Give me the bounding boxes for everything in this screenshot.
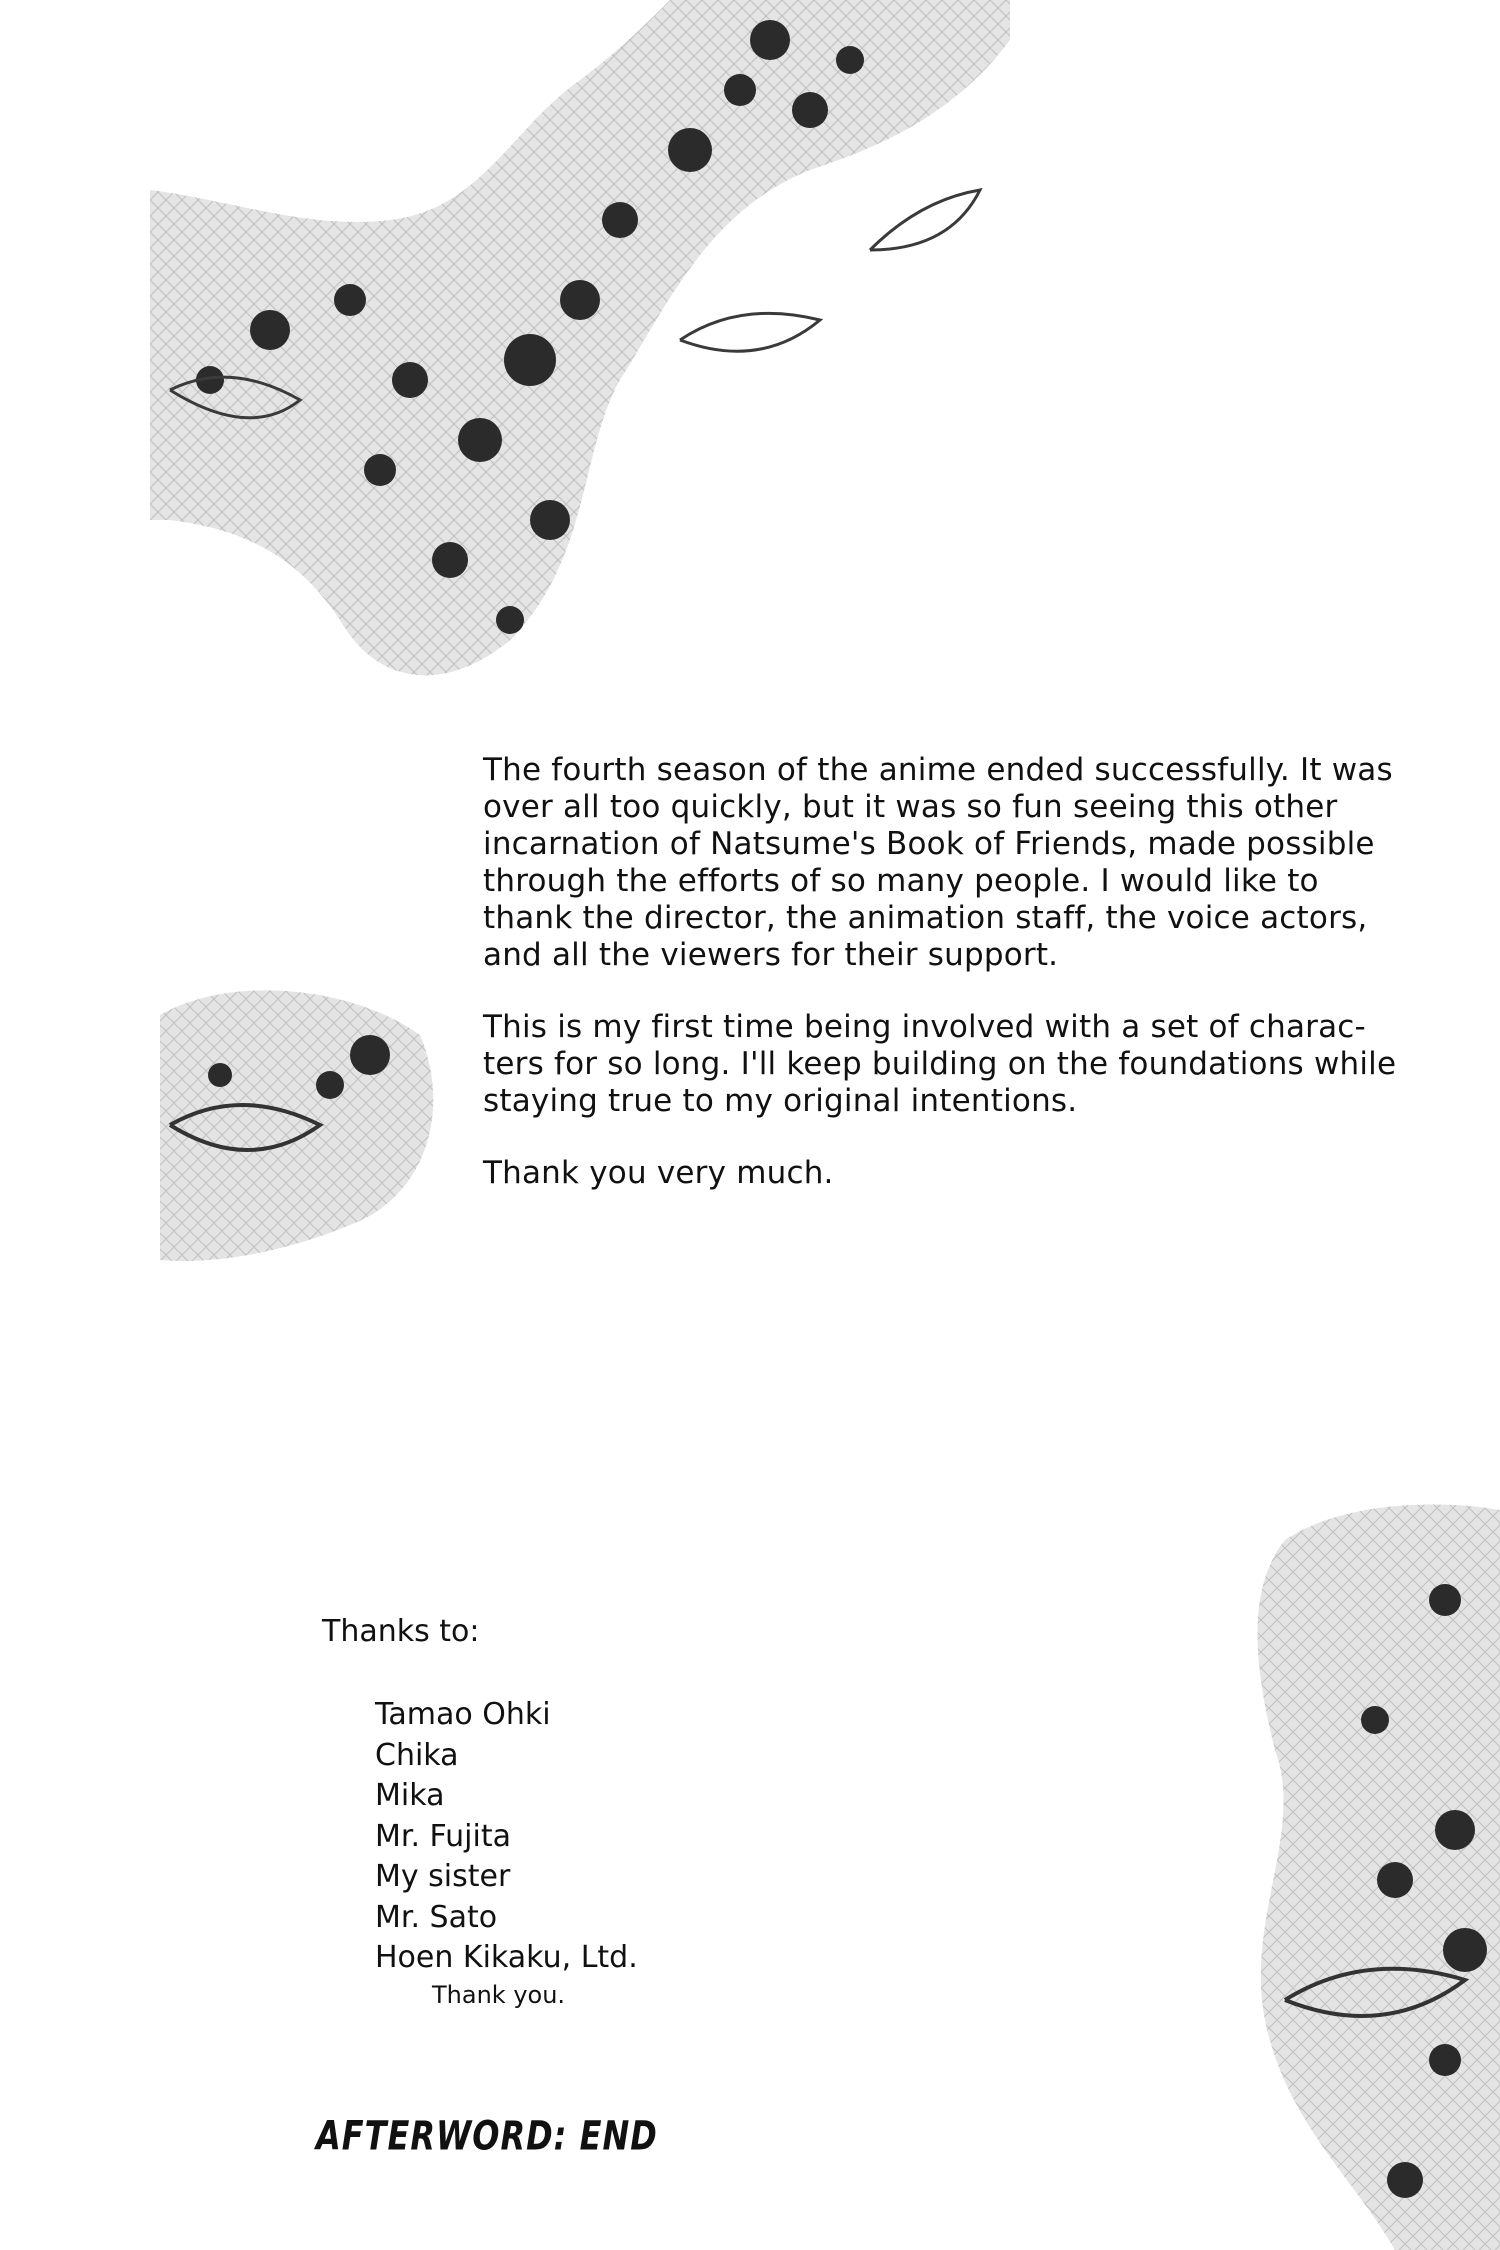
thanks-heading: Thanks to: [322, 1614, 480, 1649]
thanks-name: Mr. Fujita [375, 1818, 511, 1854]
floral-pattern-top [150, 0, 1010, 700]
floral-pattern-right [1245, 1500, 1500, 2250]
thanks-closing: Thank you. [432, 1981, 566, 2009]
afterword-end-label: AFTERWORD: END [316, 2112, 658, 2160]
thanks-name: Tamao Ohki [375, 1697, 551, 1732]
message-paragraph: Thank you very much. [483, 1155, 834, 1191]
thanks-name: Chika [375, 1737, 459, 1773]
afterword-message [483, 752, 1403, 1227]
thanks-name: Mika [375, 1778, 445, 1813]
floral-pattern-left [150, 975, 450, 1275]
thanks-name: Hoen Kikaku, Ltd. [375, 1940, 638, 1975]
message-paragraph: This is my first time being involved with a set of charac- ters for so long. I'll keep building on the foundations while staying true to my original intentions. [483, 1009, 1397, 1119]
thanks-list [375, 1695, 638, 1979]
thanks-name: Mr. Sato [375, 1899, 498, 1935]
message-paragraph: The fourth season of the anime ended successfully. It was over all too quickly, but it was so fun seeing this other incarnation of Natsume's Book of Friends, made possible through the efforts of so many people. I would like to thank the director, the animation staff, the voice actors, and all the viewers for their support. [483, 752, 1393, 973]
thanks-name: My sister [375, 1859, 511, 1894]
